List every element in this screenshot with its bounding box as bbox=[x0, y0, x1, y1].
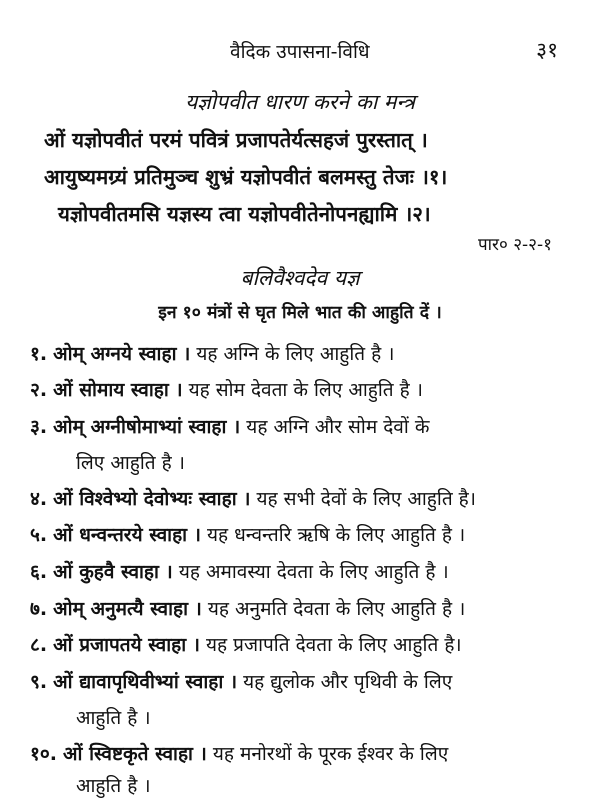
item-mantra: ओं सोमाय स्वाहा । bbox=[53, 379, 183, 401]
item-mantra: ओम् अनुमत्यै स्वाहा । bbox=[53, 598, 202, 620]
list-item bbox=[30, 376, 570, 402]
item-number: ८. bbox=[30, 634, 48, 656]
item-meaning: यह अग्नि और सोम देवों के bbox=[246, 416, 430, 438]
item-meaning: यह धन्वन्तरि ऋषि के लिए आहुति है । bbox=[206, 524, 466, 546]
offering-instruction: इन १० मंत्रों से घृत मिले भात की आहुति दें । bbox=[158, 303, 442, 323]
item-number: ९. bbox=[30, 671, 48, 693]
item-meaning: यह प्रजापति देवता के लिए आहुति है। bbox=[206, 634, 462, 656]
item-mantra: ओं धन्वन्तरये स्वाहा । bbox=[53, 524, 201, 546]
item-number: १०. bbox=[30, 743, 57, 765]
item-mantra: ओं कुहवै स्वाहा । bbox=[53, 561, 173, 583]
list-item bbox=[30, 485, 570, 511]
item-number: ५. bbox=[30, 524, 48, 546]
item-meaning: यह द्युलोक और पृथिवी के लिए bbox=[243, 671, 453, 693]
item-mantra: ओं विश्वेभ्यो देवोभ्यः स्वाहा । bbox=[53, 488, 251, 510]
list-item bbox=[30, 595, 570, 621]
item-meaning-continuation: आहुति है । bbox=[76, 707, 151, 729]
item-meaning: यह अनुमति देवता के लिए आहुति है । bbox=[207, 598, 466, 620]
yajnopavita-heading: यज्ञोपवीत धारण करने का मन्त्र bbox=[185, 90, 415, 114]
item-meaning: यह मनोरथों के पूरक ईश्वर के लिए bbox=[212, 743, 449, 765]
item-meaning: यह अग्नि के लिए आहुति है । bbox=[196, 343, 395, 365]
running-head bbox=[0, 38, 600, 68]
balivaishvadeva-heading: बलिवैश्वदेव यज्ञ bbox=[240, 266, 360, 290]
yajnopavita-mantra-line-3: यज्ञोपवीतमसि यज्ञस्य त्वा यज्ञोपवीतेनोपनह्यामि ।२। bbox=[58, 202, 431, 226]
item-mantra: ओम् अग्नये स्वाहा । bbox=[53, 343, 191, 365]
list-item bbox=[30, 340, 570, 366]
item-mantra: ओम् अग्नीषोमाभ्यां स्वाहा । bbox=[53, 416, 241, 438]
item-number: १. bbox=[30, 343, 48, 365]
item-mantra: ओं द्यावापृथिवीभ्यां स्वाहा । bbox=[53, 671, 238, 693]
item-number: ३. bbox=[30, 416, 48, 438]
item-mantra: ओं प्रजापतये स्वाहा । bbox=[53, 634, 200, 656]
item-number: २. bbox=[30, 379, 48, 401]
list-item bbox=[30, 740, 570, 766]
list-item bbox=[30, 631, 570, 657]
list-item bbox=[30, 558, 570, 584]
list-item bbox=[30, 413, 570, 439]
item-number: ६. bbox=[30, 561, 48, 583]
item-number: ७. bbox=[30, 598, 48, 620]
list-item bbox=[30, 521, 570, 547]
item-meaning-continuation: आहुति है । bbox=[76, 775, 151, 797]
item-number: ४. bbox=[30, 488, 48, 510]
page-number: ३१ bbox=[536, 38, 558, 62]
yajnopavita-mantra-line-2: आयुष्यमग्र्यं प्रतिमुञ्च शुभ्रं यज्ञोपवीतं बलमस्तु तेजः ।१। bbox=[44, 165, 448, 189]
item-meaning: यह अमावस्या देवता के लिए आहुति है । bbox=[178, 561, 449, 583]
item-meaning: यह सभी देवों के लिए आहुति है। bbox=[256, 488, 476, 510]
yajnopavita-mantra-line-1: ओं यज्ञोपवीतं परमं पवित्रं प्रजापतेर्यत्सहजं पुरस्तात् । bbox=[44, 128, 428, 152]
scripture-reference: पार० २-२-१ bbox=[477, 235, 552, 255]
item-meaning: यह सोम देवता के लिए आहुति है । bbox=[188, 379, 423, 401]
item-meaning-continuation: लिए आहुति है । bbox=[76, 452, 185, 474]
item-mantra: ओं स्विष्टकृते स्वाहा । bbox=[63, 743, 207, 765]
list-item bbox=[30, 668, 570, 694]
running-title: वैदिक उपासना-विधि bbox=[230, 41, 370, 63]
